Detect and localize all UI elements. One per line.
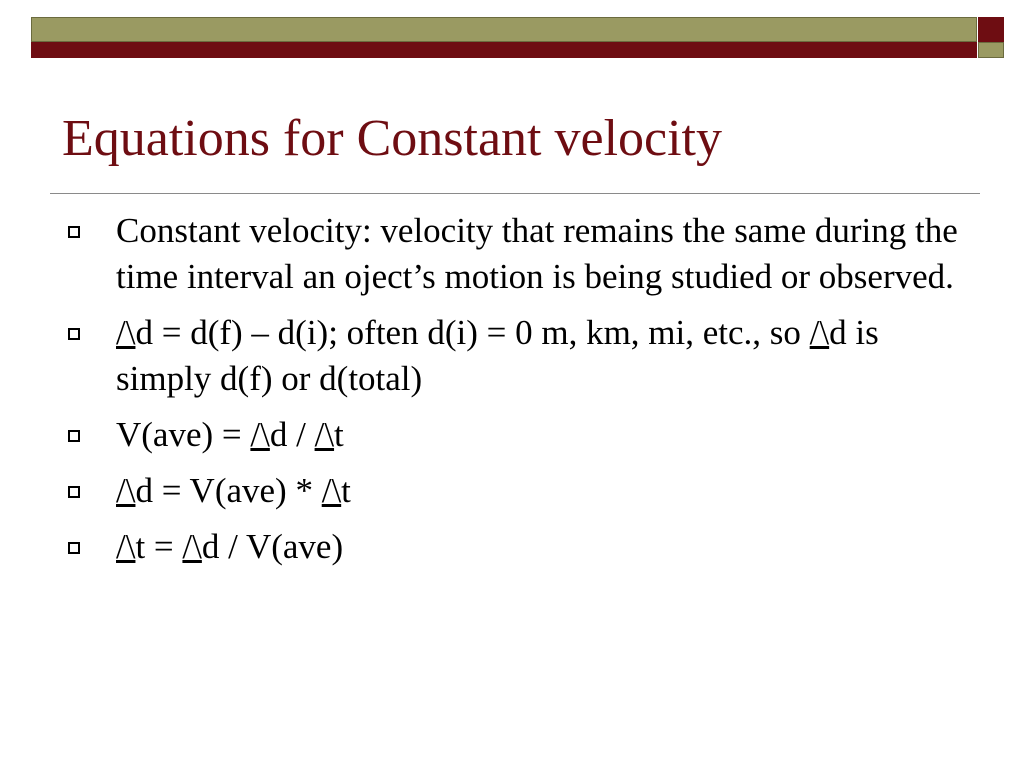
delta-symbol: /\	[116, 313, 136, 352]
bullet-text: d is simply d(f) or d(total)	[116, 313, 879, 398]
bullet-text: t =	[135, 527, 183, 566]
delta-symbol: /\	[250, 415, 270, 454]
bullet-text: V(ave) =	[116, 415, 251, 454]
bullet-displacement	[60, 468, 960, 514]
bullet-time	[60, 524, 960, 570]
square-bullet-icon	[68, 430, 80, 442]
bullet-list	[60, 208, 960, 580]
square-bullet-icon	[68, 542, 80, 554]
corner-square-olive	[978, 42, 1004, 58]
square-bullet-icon	[68, 226, 80, 238]
bullet-definition	[60, 208, 960, 300]
bullet-average-velocity	[60, 412, 960, 458]
delta-symbol: /\	[321, 471, 342, 510]
delta-symbol: /\	[182, 527, 202, 566]
delta-symbol: /\	[809, 313, 830, 352]
bullet-text: t	[334, 415, 344, 454]
slide-title: Equations for Constant velocity	[62, 110, 723, 167]
bullet-text: Constant velocity: velocity that remains the same during the time interval an oject’s motion is being studied or observed.	[116, 211, 958, 296]
delta-symbol: /\	[314, 415, 335, 454]
delta-symbol: /\	[116, 471, 136, 510]
bullet-text: d /	[269, 415, 315, 454]
bullet-text: d = d(f) – d(i); often d(i) = 0 m, km, mi, etc., so	[135, 313, 810, 352]
header-band-maroon	[31, 42, 977, 58]
bullet-text: t	[341, 471, 351, 510]
delta-symbol: /\	[116, 527, 136, 566]
bullet-delta-d	[60, 310, 960, 402]
header-band-olive	[31, 17, 977, 42]
corner-square-maroon	[978, 17, 1004, 42]
square-bullet-icon	[68, 328, 80, 340]
bullet-text: d = V(ave) *	[135, 471, 322, 510]
bullet-text: d / V(ave)	[201, 527, 344, 566]
square-bullet-icon	[68, 486, 80, 498]
title-divider	[50, 193, 980, 194]
